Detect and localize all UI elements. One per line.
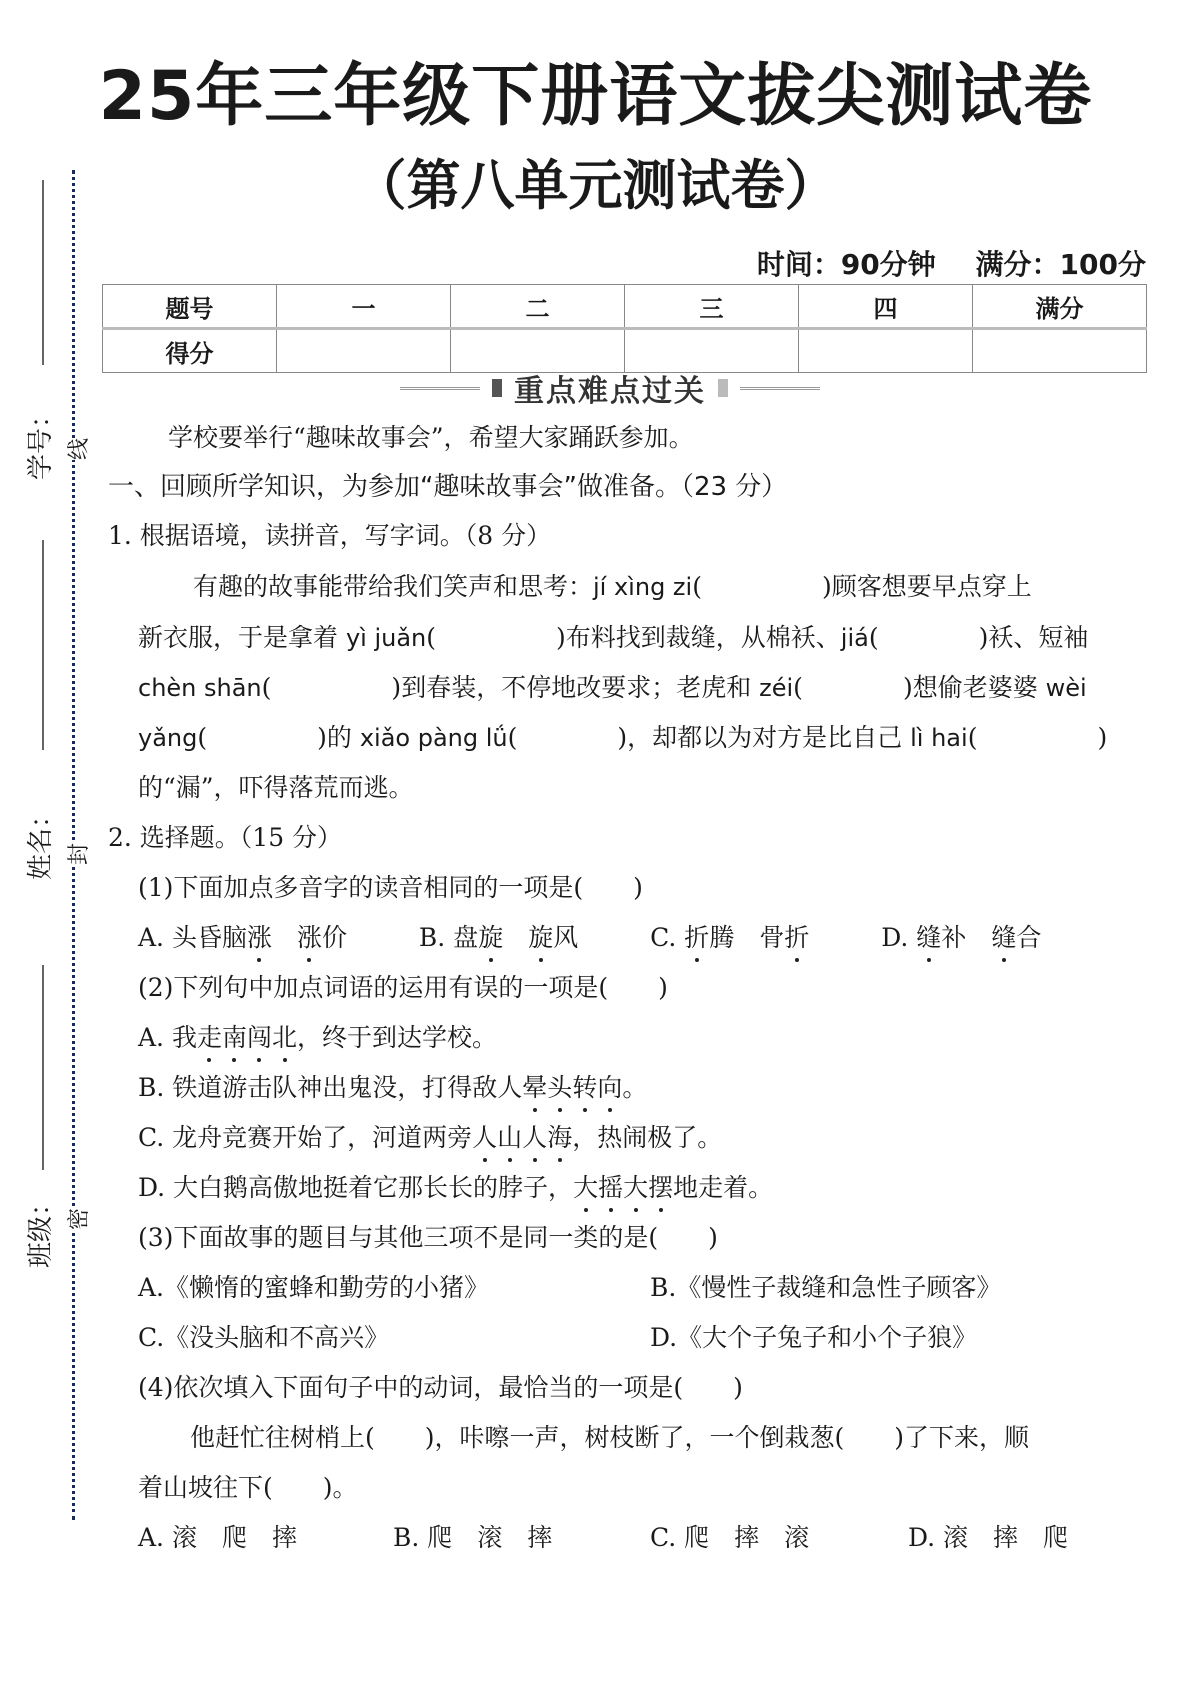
score-cell[interactable] (799, 329, 973, 373)
seal-mark: 封 (62, 843, 93, 865)
secret-mark: 密 (62, 1208, 93, 1230)
q2-3-option-c[interactable]: C.《没头脑和不高兴》 (138, 1323, 390, 1352)
option-b[interactable]: B. 盘旋 旋风 (418, 923, 579, 952)
pinyin: chèn shān (138, 674, 262, 702)
q1-text: 的 (326, 723, 360, 752)
q2-3-stem: (3)下面故事的题目与其他三项不是同一类的是( ) (138, 1223, 718, 1252)
student-id-label: 学号： (26, 401, 56, 480)
q2-1-stem: (1)下面加点多音字的读音相同的一项是( ) (138, 873, 643, 902)
q2-4-option-b[interactable]: B. 爬 滚 摔 (393, 1523, 553, 1552)
section-1-title: 一、回顾所学知识，为参加“趣味故事会”做准备。（23 分） (108, 472, 788, 502)
q1-title: 1. 根据语境，读拼音，写字词。（8 分） (108, 521, 552, 550)
dotted-phrase: 走南闯北 (196, 1023, 298, 1052)
q2-4-passage-line-2: 着山坡往下( )。 (138, 1473, 358, 1502)
q2-title: 2. 选择题。（15 分） (108, 823, 343, 852)
option-text: 。 (622, 1073, 648, 1102)
option-text: B. 铁道游击队神出鬼没，打得敌人 (138, 1073, 523, 1102)
section-banner (370, 368, 850, 408)
q2-4-option-d[interactable]: D. 滚 摔 爬 (908, 1523, 1069, 1552)
name-field[interactable] (42, 540, 44, 750)
exam-time: 时间：90分钟 (756, 248, 936, 281)
binding-strip (0, 150, 100, 1530)
q2-3-option-a[interactable]: A.《懒惰的蜜蜂和勤劳的小猪》 (138, 1273, 490, 1302)
pinyin: jiá (840, 624, 869, 652)
q1-text: ，却都以为对方是比自己 (627, 723, 911, 752)
q2-2-option-b[interactable] (138, 1068, 647, 1104)
option-text: D. 大白鹅高傲地挺着它那长长的脖子， (138, 1173, 574, 1202)
class-field[interactable] (42, 965, 44, 1170)
pinyin: yì juǎn (345, 624, 427, 652)
dotted-phrase: 人山人海 (472, 1123, 573, 1152)
class-label: 班级： (26, 1189, 56, 1268)
q2-4-passage-line-1: 他赶忙往树梢上( )，咔嚓一声，树枝断了，一个倒栽葱( )了下来，顺 (190, 1423, 1030, 1452)
pinyin: yǎng (138, 724, 198, 752)
q1-text: 到春装，不停地改要求；老虎和 (401, 673, 760, 702)
q2-4-option-a[interactable]: A. 滚 爬 摔 (138, 1523, 297, 1552)
q2-2-stem: (2)下列句中加点词语的运用有误的一项是( ) (138, 973, 668, 1002)
intro-text: 学校要举行“趣味故事会”，希望大家踊跃参加。 (168, 423, 694, 452)
score-header-cell: 四 (799, 285, 973, 329)
score-cell[interactable] (973, 329, 1147, 373)
banner-title: 重点难点过关 (514, 374, 706, 409)
q2-2-option-c[interactable] (138, 1118, 722, 1154)
option-c[interactable]: C. 折腾 骨折 (650, 923, 810, 952)
banner-rule-left (400, 387, 480, 390)
dotted-phrase: 晕头转向 (522, 1073, 623, 1102)
q1-text: 有趣的故事能带给我们笑声和思考： (193, 572, 594, 601)
pinyin: lì hai (910, 724, 968, 752)
banner-ornament-icon (718, 379, 728, 397)
option-text: ，终于到达学校。 (297, 1023, 498, 1052)
pinyin: zéi (759, 674, 794, 702)
q1-line-5: 的“漏”，吓得落荒而逃。 (138, 773, 414, 802)
option-d[interactable]: D. 缝补 缝合 (881, 923, 1042, 952)
option-text: 地走着。 (673, 1173, 774, 1202)
score-header-cell: 二 (451, 285, 625, 329)
q1-text: 顾客想要早点穿上 (831, 572, 1032, 601)
exam-full-score: 满分：100分 (975, 248, 1146, 281)
option-text: A. 我 (138, 1023, 197, 1052)
q2-3-option-b[interactable]: B.《慢性子裁缝和急性子顾客》 (650, 1273, 1002, 1302)
score-table (102, 284, 1147, 373)
option-a[interactable]: A. 头昏脑涨 涨价 (138, 923, 348, 952)
page-subtitle: （第八单元测试卷） (352, 154, 839, 217)
score-row-label: 得分 (103, 329, 277, 373)
pinyin: jí xìng zi (593, 573, 693, 601)
q1-line-1: 有趣的故事能带给我们笑声和思考：jí xìng zi( )顾客想要早点穿上 (193, 572, 1032, 601)
q1-line-3: chèn shān( )到春装，不停地改要求；老虎和 zéi( )想偷老婆婆 wèi (138, 673, 1087, 702)
dotted-phrase: 大摇大摆 (573, 1173, 674, 1202)
q1-text: 想偷老婆婆 (912, 673, 1046, 702)
q2-4-stem: (4)依次填入下面句子中的动词，最恰当的一项是( ) (138, 1373, 743, 1402)
score-header-cell: 题号 (103, 285, 277, 329)
q2-4-option-c[interactable]: C. 爬 摔 滚 (650, 1523, 810, 1552)
line-mark: 线 (62, 438, 93, 460)
score-header-cell: 一 (277, 285, 451, 329)
option-text: C. 龙舟竞赛开始了，河道两旁 (138, 1123, 473, 1152)
option-text: ，热闹极了。 (572, 1123, 723, 1152)
q1-line-2: 新衣服，于是拿着 yì juǎn( )布料找到裁缝，从棉袄、jiá( )袄、短袖 (138, 623, 1089, 652)
name-label: 姓名： (26, 801, 56, 880)
exam-meta (757, 243, 1146, 283)
q2-1-options (138, 918, 1041, 954)
score-cell[interactable] (277, 329, 451, 373)
pinyin: xiǎo pàng lǘ (359, 724, 508, 752)
score-header-cell: 三 (625, 285, 799, 329)
q1-line-4: yǎng( )的 xiǎo pàng lǘ( )，却都以为对方是比自己 lì hai( ) (138, 723, 1108, 752)
page-title: 25年三年级下册语文拔尖测试卷 (98, 57, 1093, 136)
score-table-header-row (103, 285, 1147, 329)
banner-rule-right (740, 387, 820, 390)
q1-text: 布料找到裁缝，从棉袄、 (565, 623, 841, 652)
pinyin: wèi (1045, 674, 1087, 702)
banner-ornament-icon (492, 379, 502, 397)
q2-2-option-a[interactable] (138, 1018, 497, 1054)
q1-text: 新衣服，于是拿着 (138, 623, 346, 652)
score-header-cell: 满分 (973, 285, 1147, 329)
q2-3-option-d[interactable]: D.《大个子兔子和小个子狼》 (650, 1323, 978, 1352)
q1-text: 袄、短袖 (988, 623, 1089, 652)
q2-2-option-d[interactable] (138, 1168, 773, 1204)
